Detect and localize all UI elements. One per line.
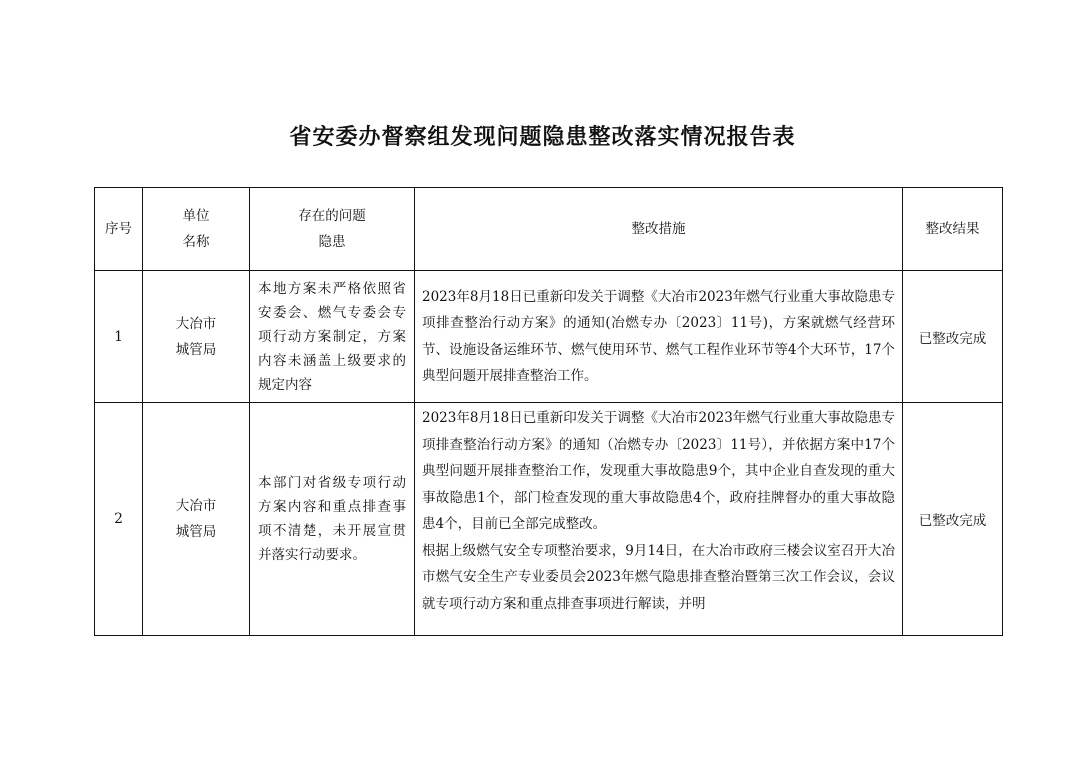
row-seq: 1 (95, 271, 143, 403)
row-measures-paragraph: 2023年8月18日已重新印发关于调整《大冶市2023年燃气行业重大事故隐患专项排查整治行动方案》的通知（冶燃专办〔2023〕11号），并依据方案中17个典型问题开展排查整治工作，发现重大事故隐患9个，其中企业自查发现的重大事故隐患1个，部门检查发现的重大事故隐患4个，政府挂牌督办的重大事故隐患4个，目前已全部完成整改。 (422, 410, 895, 532)
row-measures (415, 403, 903, 636)
header-seq: 序号 (95, 188, 143, 271)
row-result: 已整改完成 (903, 271, 1003, 403)
row-measures (415, 271, 903, 403)
header-problem-line1: 存在的问题 (298, 208, 366, 224)
document-title: 省安委办督察组发现问题隐患整改落实情况报告表 (289, 124, 796, 150)
row-unit-line2: 城管局 (175, 524, 217, 540)
row-measures-content (415, 403, 902, 635)
row-seq: 2 (95, 403, 143, 636)
report-table (94, 187, 1003, 636)
header-problem (250, 188, 415, 271)
row-unit-line2: 城管局 (175, 341, 217, 358)
row-unit (143, 403, 250, 636)
row-unit-line1: 大冶市 (175, 498, 217, 514)
header-unit-line2: 名称 (182, 234, 210, 250)
row-problem-text: 本地方案未严格依照省安委会、燃气专委会专项行动方案制定，方案内容未涵盖上级要求的规定内容 (258, 280, 406, 393)
header-problem-line2: 隐患 (318, 234, 346, 250)
row-unit (143, 271, 250, 403)
header-result: 整改结果 (903, 188, 1003, 271)
row-result: 已整改完成 (903, 403, 1003, 636)
header-measures: 整改措施 (415, 188, 903, 271)
row-measures-paragraph: 2023年8月18日已重新印发关于调整《大冶市2023年燃气行业重大事故隐患专项排查整治行动方案》的通知(冶燃专办〔2023〕11号)，方案就燃气经营环节、设施设备运维环节、燃气使用环节、燃气工程作业环节等4个大环节，17个典型问题开展排查整治工作。 (422, 288, 895, 384)
table-header-row (95, 188, 1003, 271)
row-problem (250, 271, 415, 403)
row-problem-text: 本部门对省级专项行动方案内容和重点排查事项不清楚，未开展宣贯并落实行动要求。 (258, 475, 406, 563)
header-unit-line1: 单位 (182, 208, 210, 224)
row-unit-line1: 大冶市 (175, 315, 217, 332)
row-measures-paragraph: 根据上级燃气安全专项整治要求，9月14日，在大冶市政府三楼会议室召开大冶市燃气安全生产专业委员会2023年燃气隐患排查整治暨第三次工作会议，会议就专项行动方案和重点排查事项进行解读，并明 (422, 542, 895, 612)
table-row (95, 271, 1003, 403)
table-row (95, 403, 1003, 636)
row-problem (250, 403, 415, 636)
header-unit (143, 188, 250, 271)
